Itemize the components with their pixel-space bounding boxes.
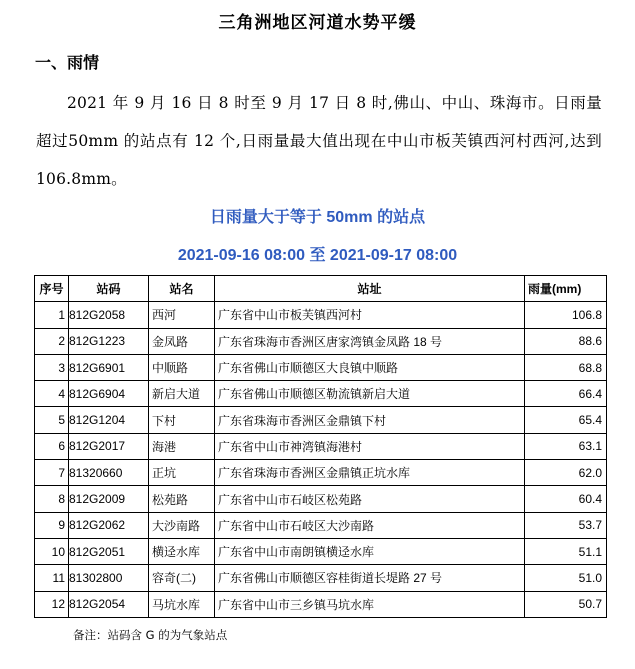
table-row [35, 486, 607, 512]
table-row [35, 512, 607, 538]
section-heading-rainfall: 一、雨情 [35, 53, 100, 72]
cell-station-name: 西河 [149, 302, 215, 328]
cell-address: 广东省中山市石岐区松苑路 [215, 486, 525, 512]
table-row [35, 354, 607, 380]
cell-station-name: 正坑 [149, 460, 215, 486]
cell-station-code: 812G2017 [69, 433, 149, 459]
table-row [35, 328, 607, 354]
cell-rainfall: 53.7 [525, 512, 607, 538]
cell-number: 5 [35, 407, 69, 433]
cell-address: 广东省佛山市顺德区勒流镇新启大道 [215, 381, 525, 407]
header-cell-address: 站址 [215, 276, 525, 302]
cell-station-code: 812G2062 [69, 512, 149, 538]
header-cell-rainfall: 雨量(mm) [525, 276, 607, 302]
cell-number: 9 [35, 512, 69, 538]
rainfall-stations-table [34, 275, 607, 618]
cell-address: 广东省珠海市香洲区唐家湾镇金凤路 18 号 [215, 328, 525, 354]
header-cell-station-name: 站名 [149, 276, 215, 302]
cell-station-name: 马坑水库 [149, 591, 215, 617]
cell-rainfall: 88.6 [525, 328, 607, 354]
cell-number: 1 [35, 302, 69, 328]
table-subtitle: 2021-09-16 08:00 至 2021-09-17 08:00 [177, 247, 458, 264]
cell-address: 广东省佛山市顺德区大良镇中顺路 [215, 354, 525, 380]
table-title: 日雨量大于等于 50mm 的站点 [209, 209, 426, 226]
table-row [35, 538, 607, 564]
cell-station-name: 海港 [149, 433, 215, 459]
cell-station-code: 812G1223 [69, 328, 149, 354]
header-cell-number: 序号 [35, 276, 69, 302]
cell-number: 7 [35, 460, 69, 486]
cell-station-code: 81320660 [69, 460, 149, 486]
table-row [35, 565, 607, 591]
cell-address: 广东省中山市石岐区大沙南路 [215, 512, 525, 538]
cell-station-name: 横迳水库 [149, 538, 215, 564]
cell-rainfall: 51.0 [525, 565, 607, 591]
cell-station-name: 下村 [149, 407, 215, 433]
table-header-row [35, 276, 607, 302]
cell-station-name: 大沙南路 [149, 512, 215, 538]
cell-station-code: 812G2054 [69, 591, 149, 617]
cell-station-code: 812G6904 [69, 381, 149, 407]
cell-number: 11 [35, 565, 69, 591]
header-cell-station-code: 站码 [69, 276, 149, 302]
cell-number: 3 [35, 354, 69, 380]
cell-station-name: 容奇(二) [149, 565, 215, 591]
cell-address: 广东省珠海市香洲区金鼎镇正坑水库 [215, 460, 525, 486]
cell-address: 广东省中山市神湾镇海港村 [215, 433, 525, 459]
table-row [35, 591, 607, 617]
cell-address: 广东省中山市南朗镇横迳水库 [215, 538, 525, 564]
cell-address: 广东省中山市三乡镇马坑水库 [215, 591, 525, 617]
cell-rainfall: 63.1 [525, 433, 607, 459]
table-row [35, 433, 607, 459]
rainfall-paragraph: 2021 年 9 月 16 日 8 时至 9 月 17 日 8 时,佛山、中山、珠海市。日雨量超过50mm 的站点有 12 个,日雨量最大值出现在中山市板芙镇西河村西河,达到 106.8mm。 [36, 94, 602, 188]
table-row [35, 407, 607, 433]
cell-rainfall: 106.8 [525, 302, 607, 328]
cell-station-code: 812G6901 [69, 354, 149, 380]
document-title: 三角洲地区河道水势平缓 [218, 13, 417, 33]
cell-number: 8 [35, 486, 69, 512]
cell-station-name: 中顺路 [149, 354, 215, 380]
table-row [35, 381, 607, 407]
cell-rainfall: 51.1 [525, 538, 607, 564]
cell-station-code: 812G1204 [69, 407, 149, 433]
cell-rainfall: 62.0 [525, 460, 607, 486]
cell-station-code: 812G2009 [69, 486, 149, 512]
cell-rainfall: 50.7 [525, 591, 607, 617]
cell-rainfall: 60.4 [525, 486, 607, 512]
cell-station-code: 81302800 [69, 565, 149, 591]
cell-station-code: 812G2058 [69, 302, 149, 328]
cell-number: 6 [35, 433, 69, 459]
cell-station-name: 金凤路 [149, 328, 215, 354]
cell-rainfall: 66.4 [525, 381, 607, 407]
cell-number: 2 [35, 328, 69, 354]
cell-number: 12 [35, 591, 69, 617]
table-footnote: 备注：站码含 G 的为气象站点 [73, 628, 228, 642]
table-row [35, 302, 607, 328]
cell-rainfall: 68.8 [525, 354, 607, 380]
cell-station-name: 松苑路 [149, 486, 215, 512]
table-row [35, 460, 607, 486]
cell-address: 广东省珠海市香洲区金鼎镇下村 [215, 407, 525, 433]
cell-number: 10 [35, 538, 69, 564]
cell-station-code: 812G2051 [69, 538, 149, 564]
cell-number: 4 [35, 381, 69, 407]
cell-address: 广东省中山市板芙镇西河村 [215, 302, 525, 328]
cell-rainfall: 65.4 [525, 407, 607, 433]
cell-station-name: 新启大道 [149, 381, 215, 407]
cell-address: 广东省佛山市顺德区容桂街道长堤路 27 号 [215, 565, 525, 591]
